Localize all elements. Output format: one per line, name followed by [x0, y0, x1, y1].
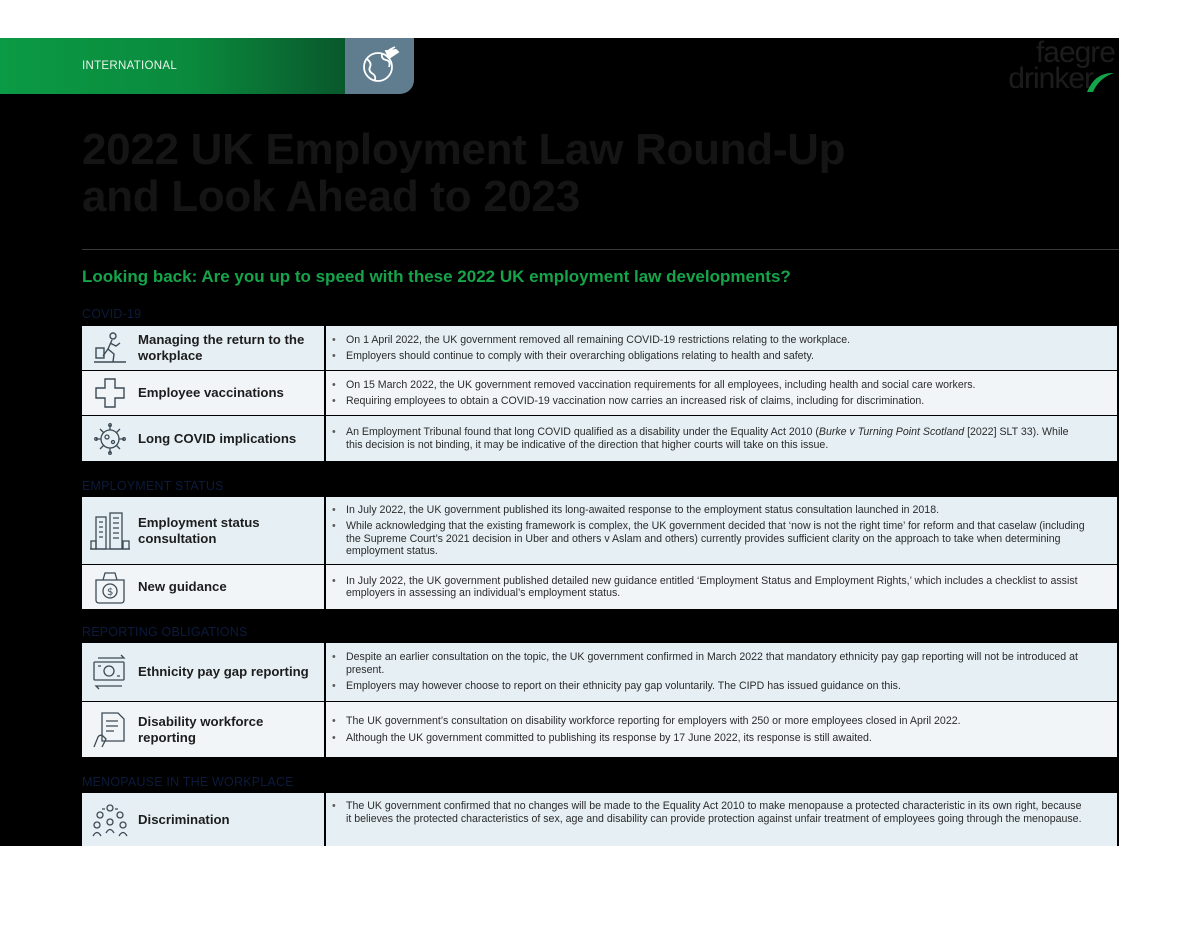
section-label-reporting: REPORTING OBLIGATIONS: [82, 625, 248, 639]
money-bag-icon: [92, 570, 128, 604]
bullet-item: • On 1 April 2022, the UK government removed all remaining COVID-19 restrictions relating to the workplace.: [332, 333, 851, 346]
row-details: [326, 702, 1117, 757]
logo-line-1: faegre: [1035, 38, 1115, 69]
logo-line-2: drinker: [1008, 62, 1093, 95]
row-title: Employment status consultation: [138, 514, 260, 546]
row-topic: [82, 416, 324, 461]
table-row: [82, 702, 1117, 757]
bullet-item: • An Employment Tribunal found that long COVID qualified as a disability under the Equality Act 2010 (Burke v Turning Point Scotland [2022] SLT 33). While this decision is not binding, it may be indicative of the direction that higher courts will take on this issue.: [332, 426, 1069, 451]
row-title: Managing the return to the workplace: [138, 332, 305, 363]
person-walking-icon: [93, 332, 127, 364]
section-label-employment-status: EMPLOYMENT STATUS: [82, 479, 224, 493]
table-row: [82, 497, 1117, 564]
table-row: [82, 565, 1117, 609]
bullet-item: • Despite an earlier consultation on the topic, the UK government confirmed in March 2022 that mandatory ethnicity pay gap reporting will not be introduced at present.: [332, 651, 1078, 676]
row-title: Long COVID implications: [138, 430, 297, 446]
globe-badge: [345, 38, 414, 94]
row-title: Employee vaccinations: [138, 385, 284, 400]
row-topic: [82, 643, 324, 701]
medical-cross-icon: [93, 376, 127, 410]
row-topic: [82, 702, 324, 757]
row-title: Disability workforce reporting: [138, 713, 264, 745]
section-subheading: Looking back: Are you up to speed with these 2022 UK employment law developments?: [82, 267, 791, 286]
row-topic: [82, 565, 324, 609]
row-topic: [82, 371, 324, 415]
header-banner: [0, 38, 345, 94]
globe-airplane-icon: [358, 46, 402, 86]
buildings-icon: [90, 511, 130, 551]
bullet-item: • Although the UK government committed to publishing its response by 17 June 2022, its response is still awaited.: [332, 731, 872, 744]
section-label-covid: COVID-19: [82, 307, 142, 321]
bullet-item: • Employers should continue to comply with their overarching obligations relating to health and safety.: [332, 350, 814, 362]
section-label-menopause: MENOPAUSE IN THE WORKPLACE: [82, 775, 294, 789]
document-page: [0, 38, 1119, 846]
row-title: Ethnicity pay gap reporting: [138, 664, 309, 679]
bullet-item: • The UK government’s consultation on disability workforce reporting for employers with 250 or more employees closed in April 2022.: [332, 715, 961, 727]
document-hand-icon: [92, 711, 128, 749]
row-topic: [82, 326, 324, 370]
svg-text:$: $: [107, 587, 114, 598]
row-title: New guidance: [138, 579, 227, 594]
row-details: [326, 326, 1117, 370]
category-label: INTERNATIONAL: [82, 60, 178, 72]
row-topic: [82, 793, 324, 846]
row-details: [326, 793, 1117, 846]
bullet-item: • Employers may however choose to report on their ethnicity pay gap voluntarily. The CIPD has issued guidance on this.: [332, 680, 901, 693]
row-details: [326, 497, 1117, 564]
page-title: 2022 UK Employment Law Round-Up and Look Ahead to 2023: [82, 125, 846, 221]
table-row: [82, 793, 1117, 846]
bullet-item: • In July 2022, the UK government published its long-awaited response to the employment status consultation launched in 2018.: [332, 503, 940, 516]
row-details: [326, 371, 1117, 415]
bullet-item: • The UK government confirmed that no changes will be made to the Equality Act 2010 to make menopause a protected characteristic in its own right, because it believes the protected characteristics of sex, age and disability can provide protection against unfair treatment of employees going through the menopause.: [332, 800, 1082, 825]
bullet-item: • On 15 March 2022, the UK government removed vaccination requirements for all employees, including health and social care workers.: [332, 378, 976, 391]
row-details: [326, 565, 1117, 609]
group-people-icon: [91, 803, 129, 837]
table-row: [82, 416, 1117, 461]
table-row: [82, 326, 1117, 370]
virus-icon: [93, 422, 127, 456]
bullet-item: • Requiring employees to obtain a COVID-19 vaccination now carries an increased risk of claims, including for discrimination.: [332, 395, 925, 407]
company-logo: [1008, 38, 1115, 95]
table-row: [82, 643, 1117, 701]
row-topic: [82, 497, 324, 564]
logo-swoosh-icon: [1085, 70, 1115, 94]
bullet-item: • In July 2022, the UK government published detailed new guidance entitled ‘Employment Status and Employment Rights,’ which includes a checklist to assist employers in assessing an individual’s employment status.: [332, 574, 1078, 599]
row-title: Discrimination: [138, 811, 230, 827]
title-divider: [82, 249, 1119, 250]
row-details: [326, 643, 1117, 701]
cash-exchange-icon: [90, 654, 130, 690]
row-details: [326, 416, 1117, 461]
table-row: [82, 371, 1117, 415]
bullet-item: • While acknowledging that the existing framework is complex, the UK government decided that ‘now is not the right time’ for reform and that caselaw (including the Supreme Court’s 2021 decision in Uber and others v Aslam and others) currently provides sufficient clarity on the approach to take when determining employment status.: [332, 520, 1085, 557]
